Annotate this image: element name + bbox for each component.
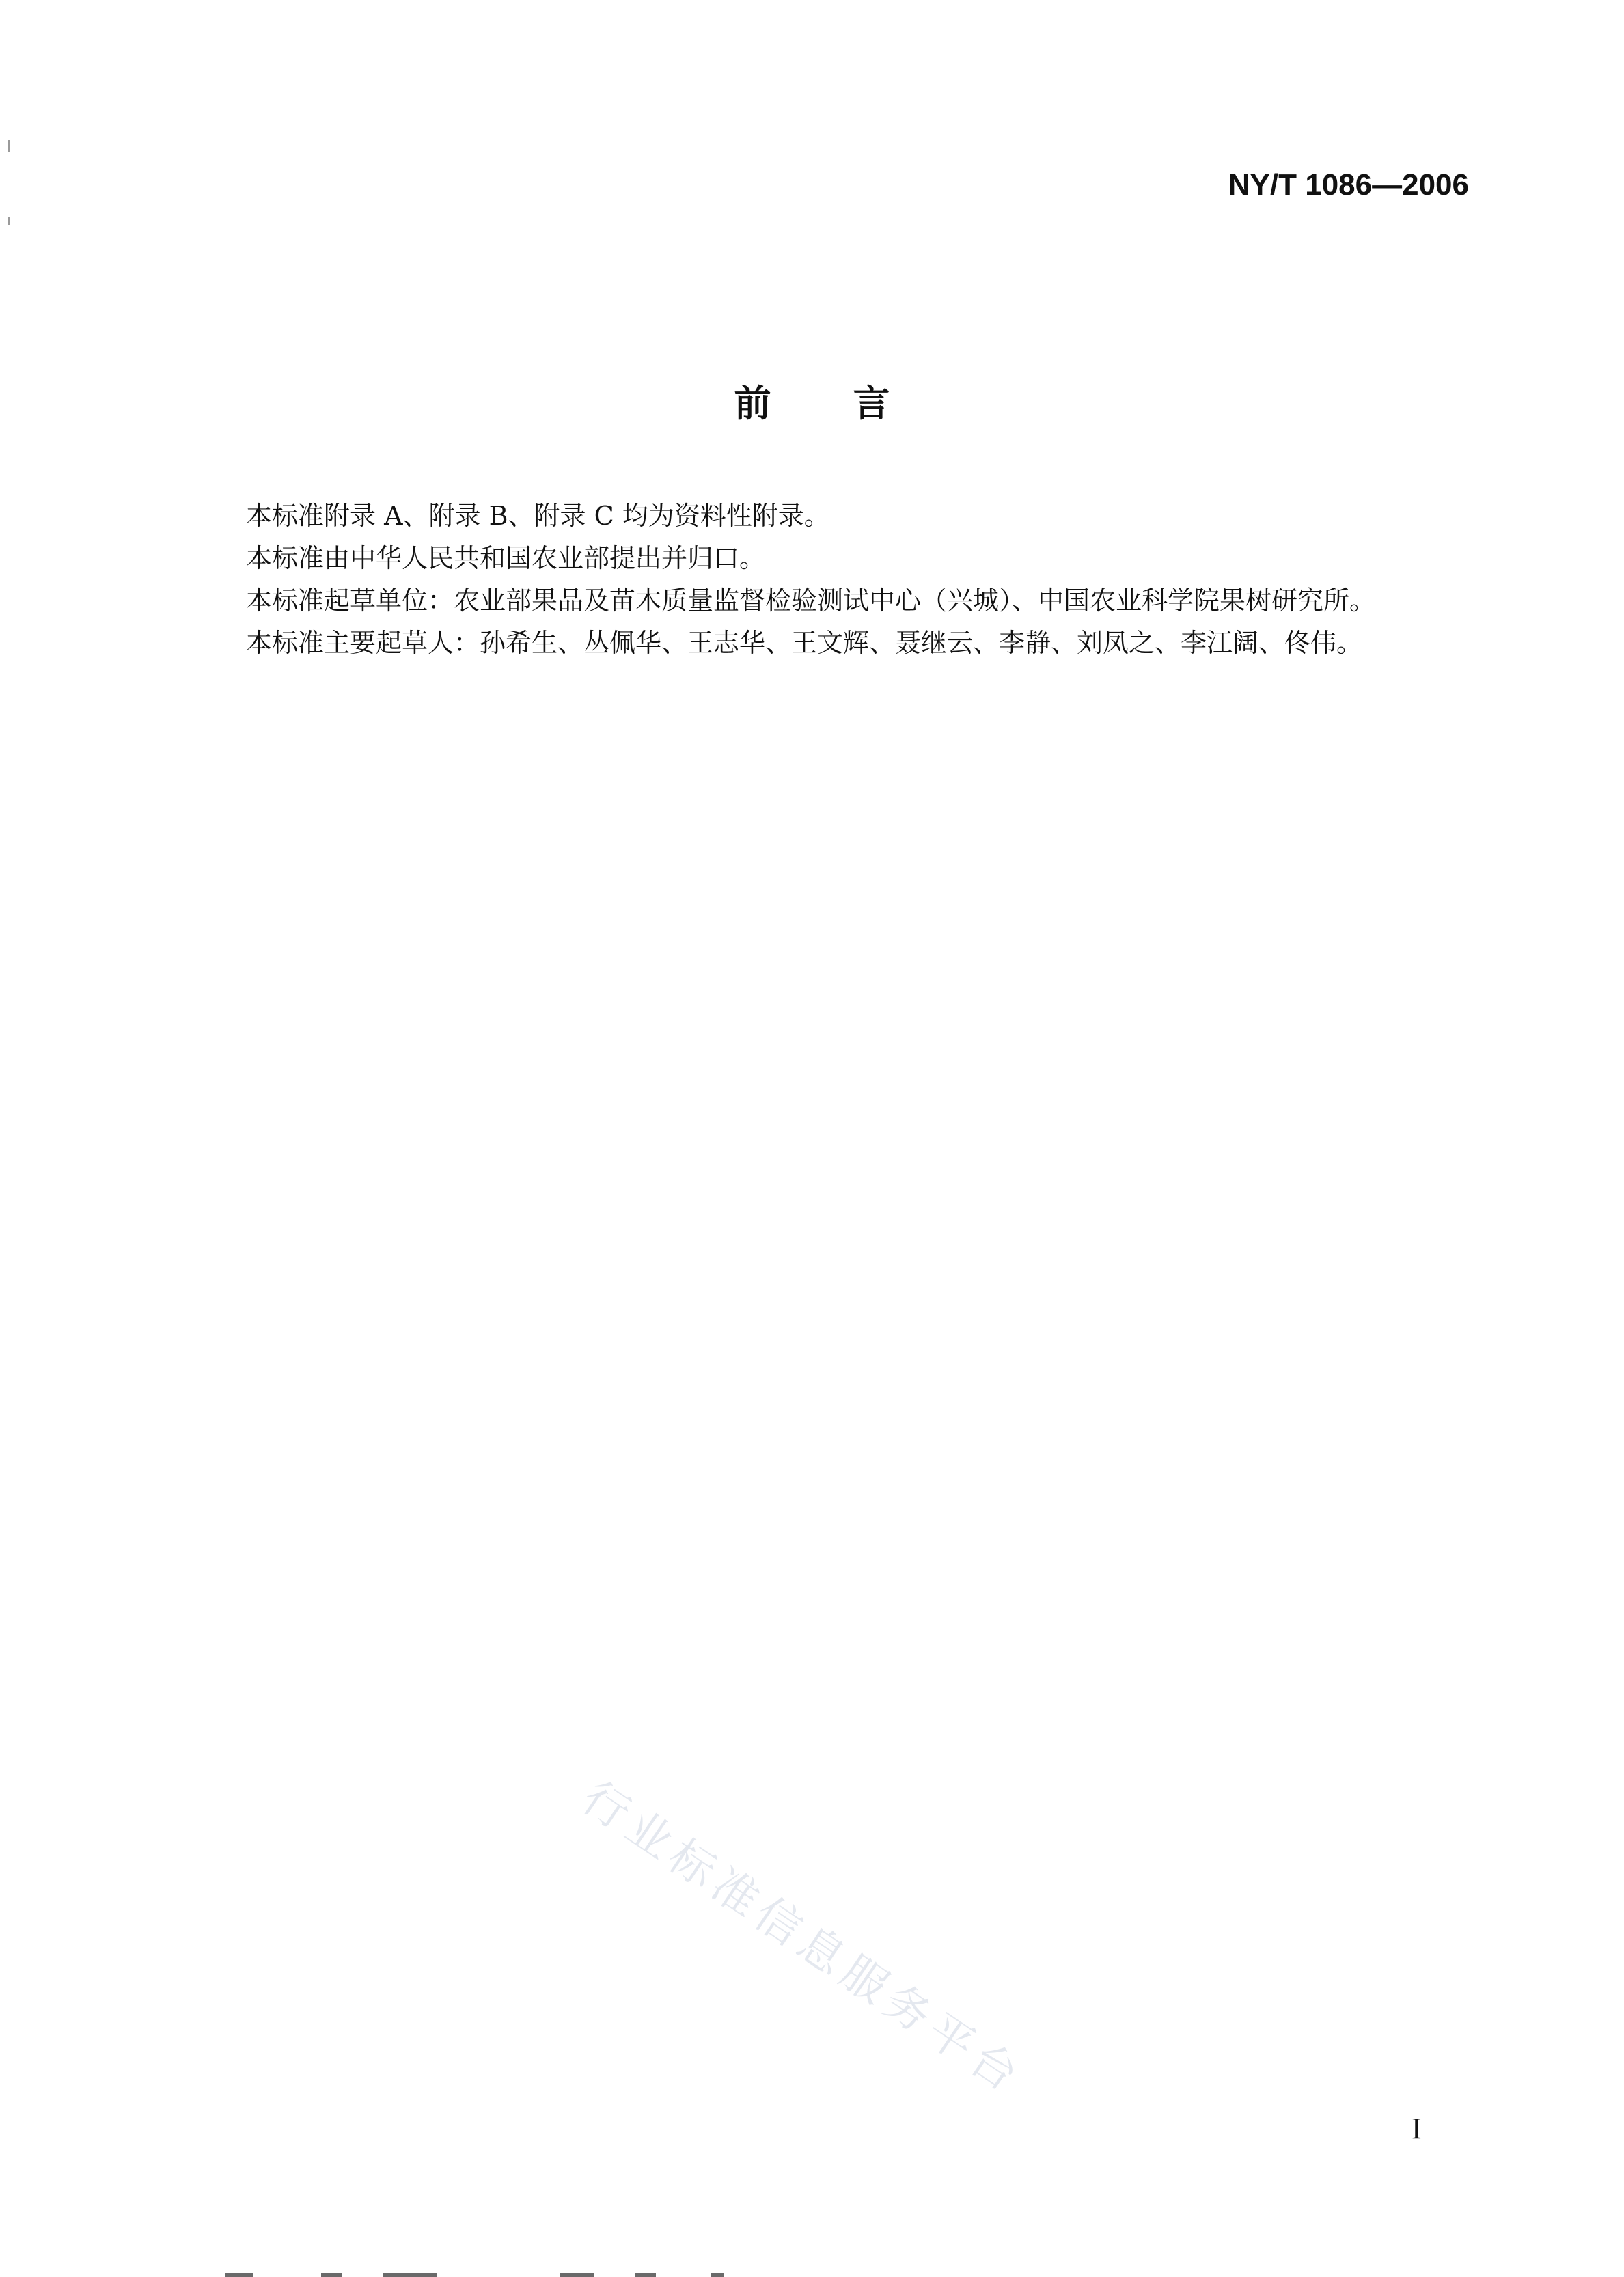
scan-edge-mark <box>321 2273 342 2277</box>
foreword-paragraph: 本标准主要起草人：孙希生、丛佩华、王志华、王文辉、聂继云、李静、刘凤之、李江阔、佟伟。 <box>246 628 1363 658</box>
foreword-paragraph: 本标准附录 A、附录 B、附录 C 均为资料性附录。 <box>246 501 830 531</box>
foreword-paragraph: 本标准由中华人民共和国农业部提出并归口。 <box>246 543 766 573</box>
scan-edge-mark <box>225 2273 253 2277</box>
page-title: 前言 <box>734 382 972 425</box>
scan-edge-mark <box>383 2273 437 2277</box>
page-number: I <box>1412 2112 1422 2145</box>
foreword-body <box>246 495 1476 664</box>
scan-margin-mark <box>8 140 10 152</box>
scan-edge-mark <box>711 2273 724 2277</box>
scan-bottom-edge <box>0 2270 1624 2277</box>
standard-number: NY/T 1086—2006 <box>1228 168 1469 202</box>
scan-edge-mark <box>635 2273 656 2277</box>
watermark-text: 行业标准信息服务平台 <box>573 1771 1033 2106</box>
scan-margin-mark <box>8 217 10 225</box>
foreword-paragraph: 本标准起草单位：农业部果品及苗木质量监督检验测试中心（兴城）、中国农业科学院果树研究所。 <box>246 585 1376 616</box>
scan-edge-mark <box>560 2273 594 2277</box>
